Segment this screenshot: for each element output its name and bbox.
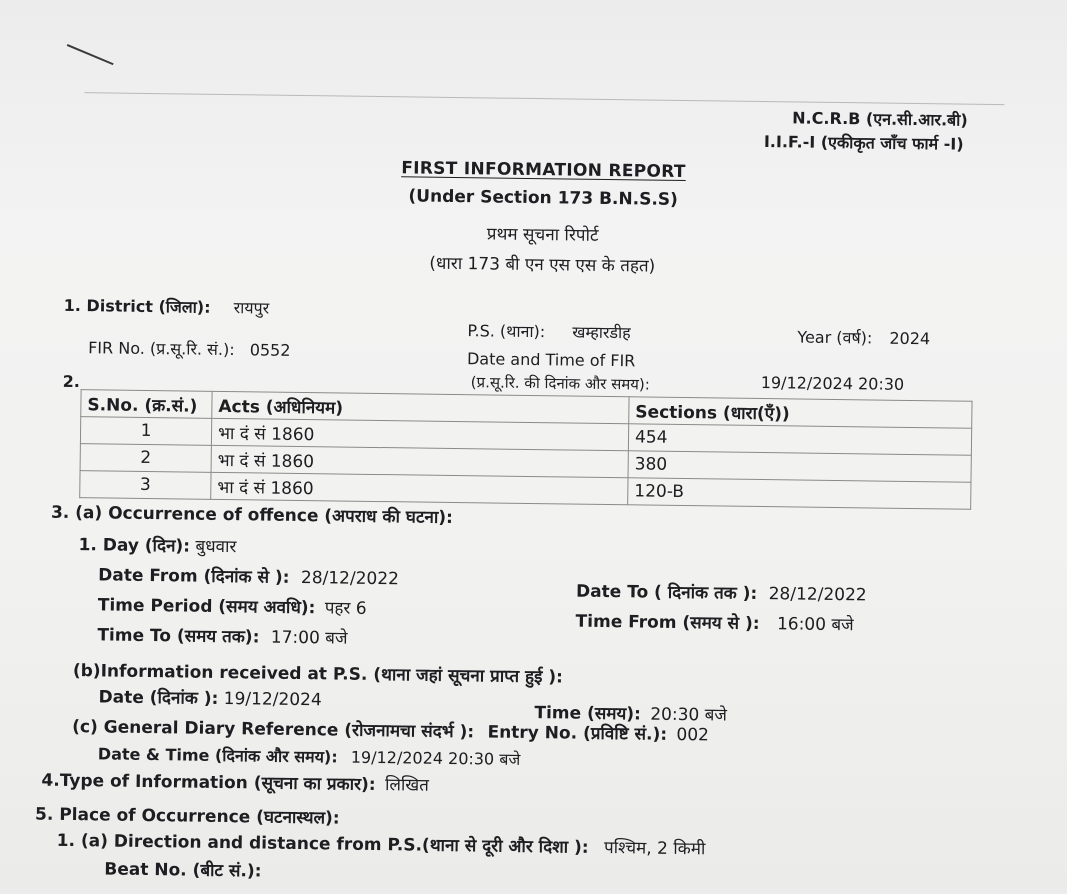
header-sections: Sections (धारा(एँ)) <box>629 397 972 428</box>
row-act: भा दं सं 1860 <box>211 418 628 450</box>
row-act: भा दं सं 1860 <box>211 445 628 477</box>
gd-entry-label: Entry No. (प्रविष्टि सं.): <box>487 722 668 745</box>
gd-heading: (c) General Diary Reference (रोजनामचा संदर्भ ): <box>72 717 475 743</box>
header-rule <box>85 92 1005 105</box>
acts-table <box>79 389 972 510</box>
date-to-value: 28/12/2022 <box>768 584 867 606</box>
direction-label: 1. (a) Direction and distance from P.S.(थाना से दूरी और दिशा ): <box>56 830 589 858</box>
gd-datetime-label: Date & Time (दिनांक और समय): <box>97 744 338 767</box>
date-from-label: Date From (दिनांक से ): <box>98 565 290 588</box>
time-period-label: Time Period (समय अवधि): <box>97 595 316 619</box>
day-label: 1. Day (दिन): <box>78 535 191 557</box>
time-from-value: 16:00 बजे <box>776 614 854 636</box>
time-from-label: Time From (समय से ): <box>575 611 760 635</box>
report-title-hindi: प्रथम सूचना रिपोर्ट <box>486 224 599 246</box>
gd-entry-value: 002 <box>676 724 710 746</box>
ncrb-code: N.C.R.B (एन.सी.आर.बी) <box>792 108 968 130</box>
info-received-heading: (b)Information received at P.S. (थाना जहां सूचना प्राप्त हुई ): <box>72 661 564 688</box>
row-section: 120-B <box>628 478 971 509</box>
row-sno: 1 <box>80 417 211 446</box>
year-label: Year (वर्ष): <box>797 327 873 348</box>
ps-label: P.S. (थाना): <box>467 321 546 342</box>
fir-datetime-label: Date and Time of FIR <box>466 349 636 371</box>
time-to-label: Time To (समय तक): <box>97 625 260 648</box>
section-2-number: 2. <box>62 371 81 392</box>
row-act: भा दं सं 1860 <box>211 472 628 504</box>
date-to-label: Date To ( दिनांक तक ): <box>575 581 758 604</box>
direction-value: पश्चिम, 2 किमी <box>603 838 706 860</box>
row-sno: 2 <box>80 444 211 473</box>
info-type-label: 4.Type of Information (सूचना का प्रकार): <box>41 770 376 796</box>
date-from-value: 28/12/2022 <box>300 568 400 590</box>
info-date-label: Date (दिनांक ): <box>98 687 219 709</box>
fir-label: FIR No. (प्र.सू.रि. सं.): <box>88 338 235 360</box>
beat-label: Beat No. (बीट सं.): <box>104 859 262 882</box>
info-time-value: 20:30 बजे <box>650 704 728 726</box>
header-sno: S.No. (क्र.सं.) <box>81 390 212 419</box>
pen-mark <box>67 44 114 65</box>
time-to-value: 17:00 बजे <box>270 627 348 649</box>
fir-datetime-value: 19/12/2024 20:30 <box>760 373 905 394</box>
info-date-value: 19/12/2024 <box>223 689 322 711</box>
gd-datetime-value: 19/12/2024 20:30 बजे <box>350 747 521 769</box>
iif-code: I.I.F.-I (एकीकृत जाँच फार्म -I) <box>763 132 964 154</box>
header-acts: Acts (अधिनियम) <box>212 391 629 423</box>
info-time-label: Time (समय): <box>534 703 642 725</box>
occurrence-heading: 3. (a) Occurrence of offence (अपराध की घटना): <box>50 502 454 528</box>
under-section: (Under Section 173 B.N.S.S) <box>408 186 678 210</box>
fir-datetime-label-hindi: (प्र.सू.रि. की दिनांक और समय): <box>470 373 650 394</box>
row-section: 454 <box>628 424 971 455</box>
report-title: FIRST INFORMATION REPORT <box>401 158 686 183</box>
time-period-value: पहर 6 <box>324 598 367 619</box>
row-section: 380 <box>628 451 971 482</box>
row-sno: 3 <box>80 471 211 500</box>
fir-value: 0552 <box>249 340 291 360</box>
place-heading: 5. Place of Occurrence (घटनास्थल): <box>34 804 340 829</box>
district-label: 1. District (जिला): <box>63 295 211 317</box>
info-type-value: लिखित <box>384 775 430 796</box>
district-value: रायपुर <box>233 298 270 318</box>
under-section-hindi: (धारा 173 बी एन एस एस के तहत) <box>429 253 656 277</box>
ps-value: खम्हारडीह <box>572 322 631 343</box>
year-value: 2024 <box>889 328 931 349</box>
day-value: बुधवार <box>195 536 237 558</box>
